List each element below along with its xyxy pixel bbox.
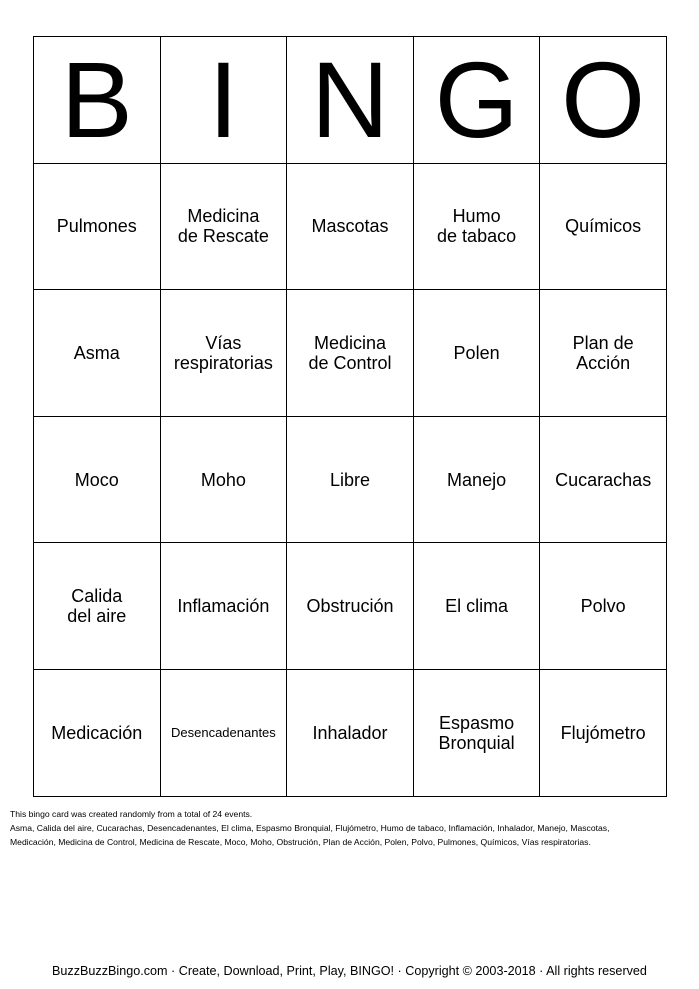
bingo-cell-line: Plan de: [572, 332, 634, 353]
header-letter-b: B: [34, 37, 161, 164]
bingo-cell: [160, 290, 287, 417]
bingo-cell: [540, 669, 667, 796]
bingo-cell-line: Polvo: [580, 596, 626, 617]
bingo-cell: [413, 416, 540, 543]
bingo-cell: [287, 416, 414, 543]
bingo-card: [33, 36, 667, 797]
bingo-row: [34, 543, 667, 670]
bingo-cell-line: Inhalador: [312, 722, 388, 743]
header-letter-n: N: [287, 37, 414, 164]
bingo-cell-line: Obstrución: [306, 596, 394, 617]
bingo-cell-line: Medicina: [187, 206, 260, 227]
bingo-cell-line: Mascotas: [311, 216, 389, 237]
bingo-cell-line: Flujómetro: [560, 722, 646, 743]
bingo-cell-line: Químicos: [565, 216, 642, 237]
footer-text: BuzzBuzzBingo.com · Create, Download, Print, Play, BINGO! · Copyright © 2003-2018 · All rights reserved: [52, 964, 647, 978]
bingo-row: [34, 416, 667, 543]
bingo-cell-line: Acción: [576, 352, 631, 373]
header-letter-i: I: [160, 37, 287, 164]
bingo-cell: [34, 290, 161, 417]
bingo-cell: [287, 543, 414, 670]
bingo-cell: [413, 543, 540, 670]
bingo-cell-line: Humo: [452, 206, 501, 227]
bingo-card-body: [34, 37, 667, 797]
bingo-cell-line: Espasmo: [439, 712, 515, 733]
bingo-cell: [413, 290, 540, 417]
bingo-cell-line: de Rescate: [177, 226, 269, 247]
bingo-cell: [34, 163, 161, 290]
bingo-cell: [287, 669, 414, 796]
bingo-cell: [540, 163, 667, 290]
bingo-cell: [34, 543, 161, 670]
bingo-cell: [34, 669, 161, 796]
bingo-cell-line: Vías: [205, 332, 242, 353]
bingo-cell-line: Moco: [74, 469, 119, 490]
bingo-cell: [160, 543, 287, 670]
bingo-cell-line: de tabaco: [437, 226, 517, 247]
bingo-cell-line: Libre: [329, 469, 370, 490]
bingo-cell: [34, 416, 161, 543]
header-letter-g: G: [413, 37, 540, 164]
bingo-cell-line: respiratorias: [173, 352, 273, 373]
bingo-cell-line: Pulmones: [56, 216, 137, 237]
bingo-cell-line: del aire: [67, 606, 127, 627]
bingo-cell-line: Cucarachas: [555, 469, 652, 490]
bingo-row: [34, 669, 667, 796]
bingo-cell-line: Polen: [453, 342, 500, 363]
bingo-cell: [160, 416, 287, 543]
bingo-cell-line: Manejo: [447, 469, 507, 490]
bingo-cell-line: Medicación: [51, 722, 143, 743]
bingo-cell-line: Desencadenantes: [170, 724, 276, 740]
bingo-header-row: [34, 37, 667, 164]
card-info: [10, 807, 690, 849]
bingo-cell-line: Asma: [73, 342, 120, 363]
bingo-row: [34, 290, 667, 417]
bingo-cell: [413, 669, 540, 796]
bingo-cell: [540, 290, 667, 417]
card-info-events-line2: Medicación, Medicina de Control, Medicina de Rescate, Moco, Moho, Obstrución, Plan de Acción, Polen, Polvo, Pulmones, Químicos, Vías respiratorias.: [10, 837, 591, 847]
bingo-cell-line: Moho: [200, 469, 246, 490]
bingo-cell-line: Medicina: [313, 332, 386, 353]
header-letter-o: O: [540, 37, 667, 164]
bingo-cell: [540, 543, 667, 670]
bingo-row: [34, 163, 667, 290]
bingo-cell-line: Calida: [71, 586, 123, 607]
bingo-cell-line: Inflamación: [177, 596, 270, 617]
bingo-cell: [287, 290, 414, 417]
bingo-cell-line: El clima: [445, 596, 509, 617]
bingo-cell: [413, 163, 540, 290]
bingo-cell: [540, 416, 667, 543]
bingo-cell-line: Bronquial: [438, 732, 515, 753]
card-info-events-line1: Asma, Calida del aire, Cucarachas, Desencadenantes, El clima, Espasmo Bronquial, Flujómetro, Humo de tabaco, Inflamación, Inhalador, Manejo, Mascotas,: [10, 823, 610, 833]
bingo-cell: [160, 669, 287, 796]
bingo-cell: [160, 163, 287, 290]
bingo-cell: [287, 163, 414, 290]
bingo-cell-line: de Control: [308, 352, 392, 373]
card-info-intro: This bingo card was created randomly from a total of 24 events.: [10, 809, 253, 819]
